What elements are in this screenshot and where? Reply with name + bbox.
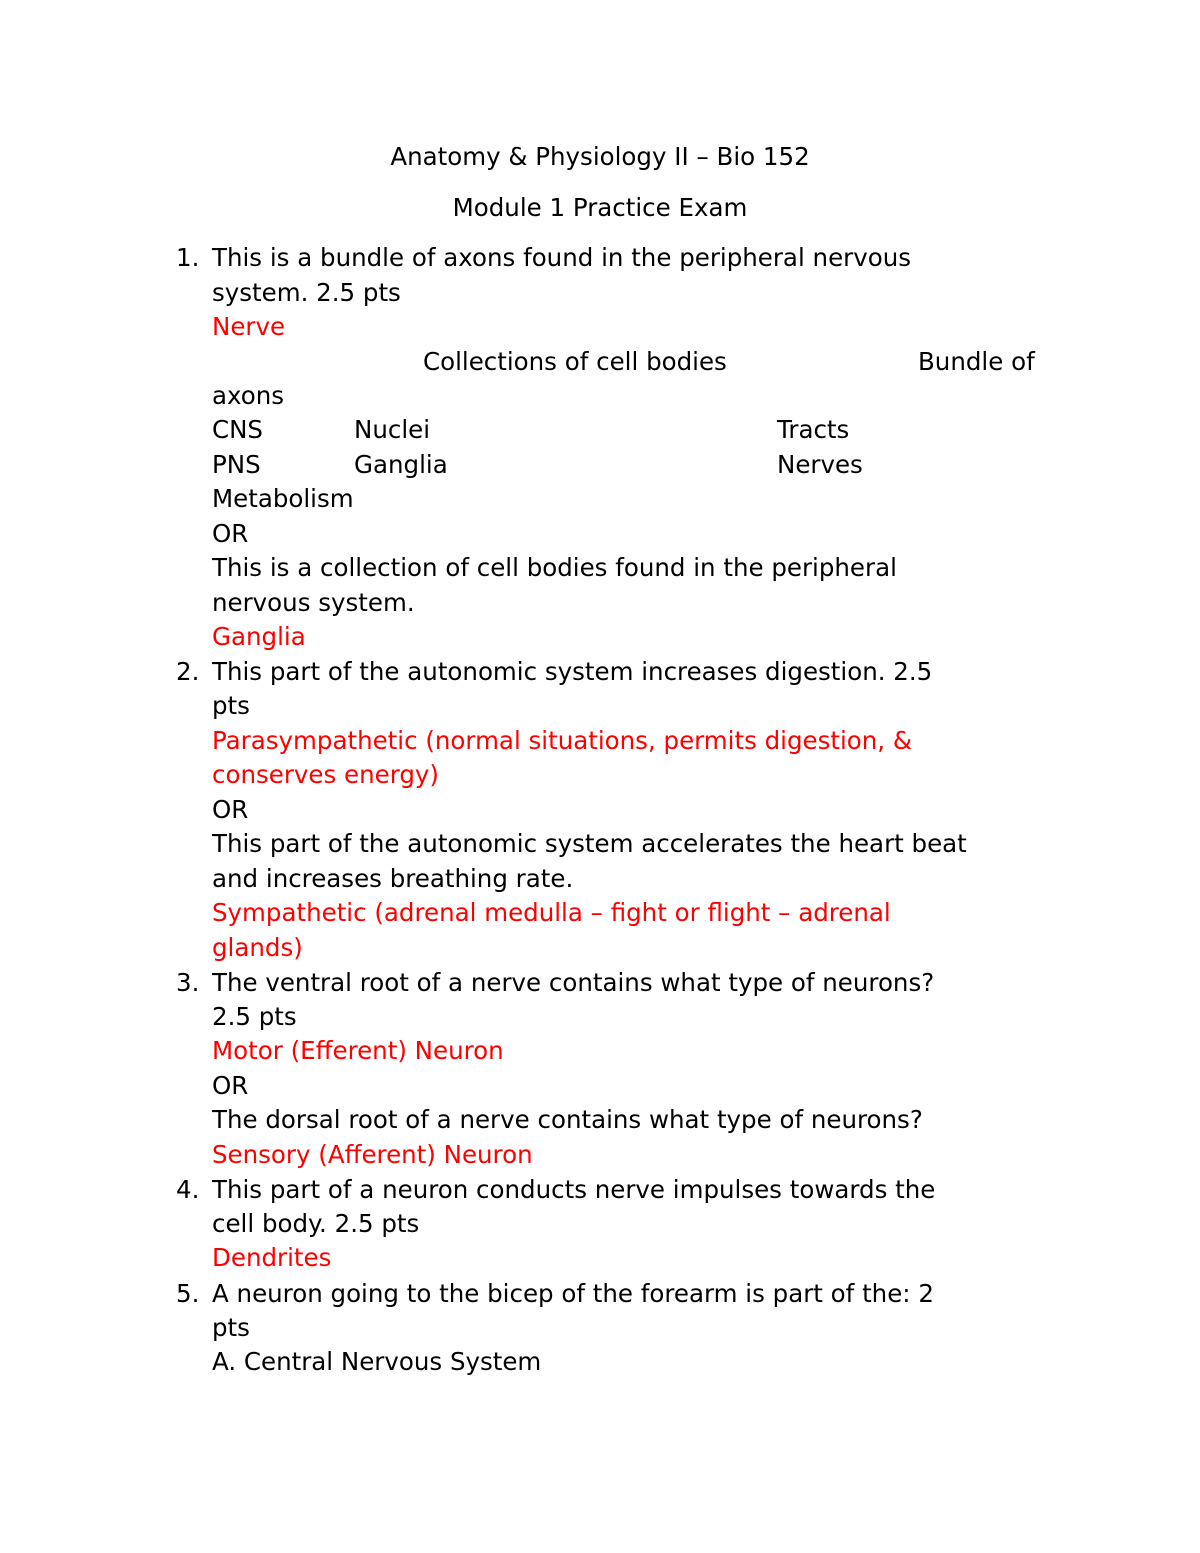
question-4-number: 4. (176, 1175, 200, 1204)
table-row-cns-label: CNS (212, 415, 263, 444)
question-2-alt-line2: and increases breathing rate. (212, 864, 574, 893)
question-2-alt-line1: This part of the autonomic system accelerates the heart beat (212, 829, 967, 858)
question-1-text-line1: This is a bundle of axons found in the peripheral nervous (212, 243, 911, 272)
question-4-text-line2: cell body. 2.5 pts (212, 1209, 420, 1238)
table-header-axons: axons (212, 381, 285, 410)
table-row-cns-axons: Tracts (777, 415, 850, 444)
question-1-text-line2: system. 2.5 pts (212, 278, 401, 307)
question-3-or: OR (212, 1071, 249, 1100)
question-5-text-line2: pts (212, 1313, 250, 1342)
question-3-alt-line1: The dorsal root of a nerve contains what type of neurons? (212, 1105, 923, 1134)
question-2-text-line2: pts (212, 691, 250, 720)
table-header-bundle-of: Bundle of (918, 347, 1035, 376)
document-subtitle: Module 1 Practice Exam (452, 193, 748, 222)
question-2-alt-answer-line2: glands) (212, 933, 303, 962)
question-4-text-line1: This part of a neuron conducts nerve impulses towards the (212, 1175, 936, 1204)
question-5-number: 5. (176, 1279, 200, 1308)
table-row-pns-bodies: Ganglia (354, 450, 448, 479)
question-3-alt-answer: Sensory (Afferent) Neuron (212, 1140, 533, 1169)
question-4-answer: Dendrites (212, 1243, 332, 1272)
question-1-alt-line2: nervous system. (212, 588, 415, 617)
question-2-answer-line1: Parasympathetic (normal situations, permits digestion, & (212, 726, 912, 755)
question-5-text-line1: A neuron going to the bicep of the forearm is part of the: 2 (212, 1279, 934, 1308)
question-1-answer: Nerve (212, 312, 286, 341)
table-header-cell-bodies: Collections of cell bodies (423, 347, 727, 376)
question-1-alt-line1: This is a collection of cell bodies found in the peripheral (212, 553, 897, 582)
table-row-pns-label: PNS (212, 450, 261, 479)
question-2-number: 2. (176, 657, 200, 686)
question-3-answer: Motor (Efferent) Neuron (212, 1036, 504, 1065)
question-1-alt-answer: Ganglia (212, 622, 306, 651)
question-2-answer-line2: conserves energy) (212, 760, 439, 789)
question-3-number: 3. (176, 968, 200, 997)
question-2-or: OR (212, 795, 249, 824)
question-3-text-line2: 2.5 pts (212, 1002, 297, 1031)
table-row-cns-bodies: Nuclei (354, 415, 431, 444)
question-1-extra: Metabolism (212, 484, 354, 513)
question-1-number: 1. (176, 243, 200, 272)
question-1-or: OR (212, 519, 249, 548)
question-2-alt-answer-line1: Sympathetic (adrenal medulla – fight or flight – adrenal (212, 898, 891, 927)
table-row-pns-axons: Nerves (777, 450, 863, 479)
document-title: Anatomy & Physiology II – Bio 152 (390, 142, 810, 171)
question-3-text-line1: The ventral root of a nerve contains what type of neurons? (212, 968, 935, 997)
question-2-text-line1: This part of the autonomic system increases digestion. 2.5 (212, 657, 933, 686)
question-5-option-a: A. Central Nervous System (212, 1347, 542, 1376)
